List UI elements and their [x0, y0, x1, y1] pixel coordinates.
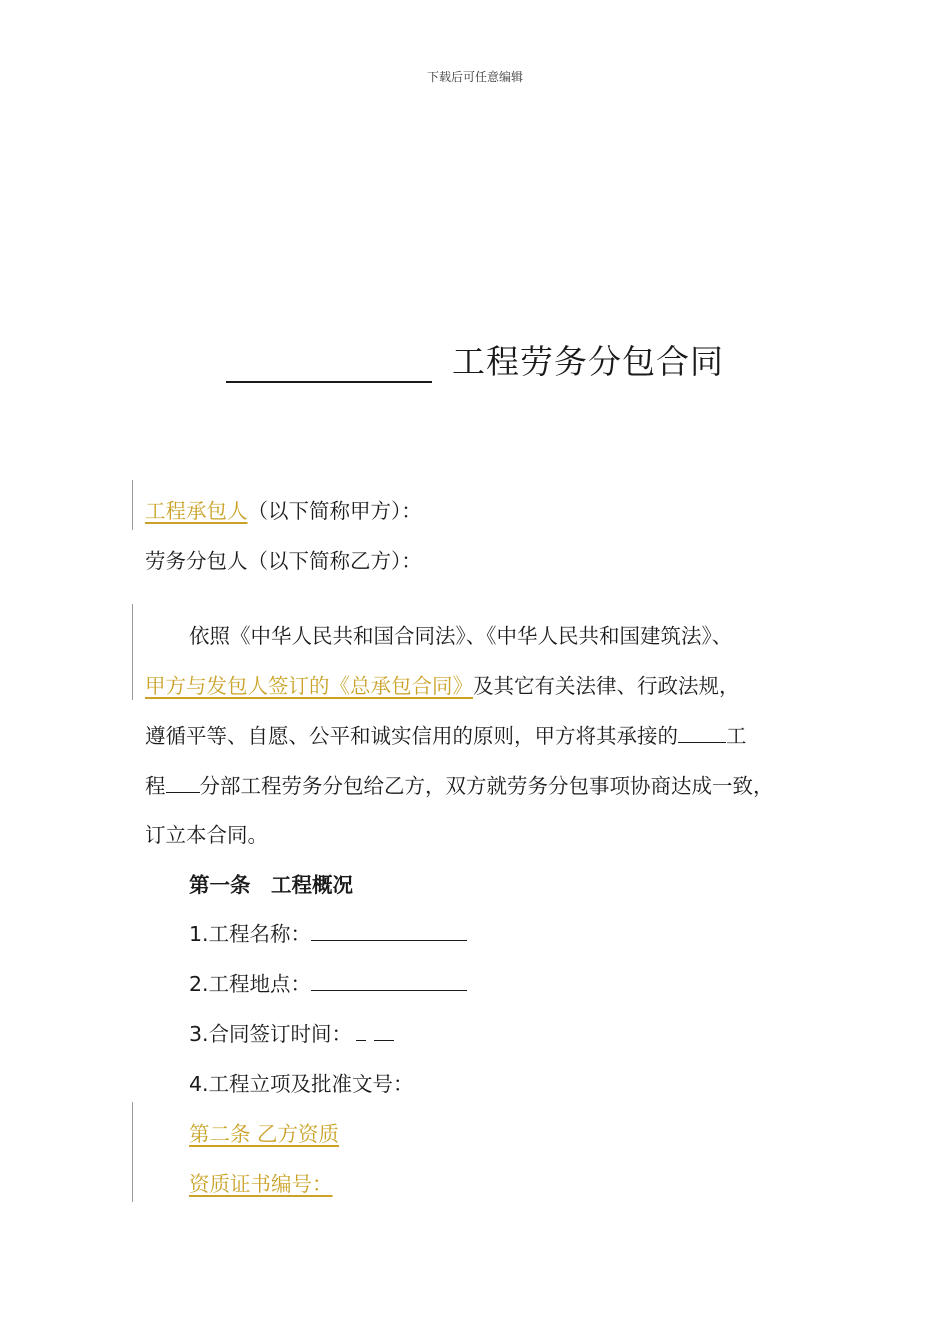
article-2-link[interactable]: 第二条 乙方资质 [189, 1122, 340, 1146]
preamble-line-4-head: 程 [145, 774, 166, 798]
preamble-line-3 [145, 719, 747, 749]
cert-number-line [189, 1167, 339, 1197]
item-sign-date [189, 1017, 394, 1047]
item-number: 1. [189, 922, 209, 946]
section-blank [166, 774, 200, 793]
party-a-link[interactable]: 工程承包人 [145, 499, 248, 523]
item-number: 3. [189, 1022, 209, 1046]
sign-date-blank [374, 1022, 394, 1041]
article-2-heading [189, 1117, 339, 1147]
project-blank [678, 724, 726, 743]
item-number: 4. [189, 1072, 209, 1096]
revision-bar [132, 1102, 133, 1202]
preamble-line-3-tail: 工 [726, 724, 747, 748]
item-label: 合同签订时间： [208, 1022, 353, 1046]
title-blank-line [226, 345, 432, 383]
preamble-line-5: 订立本合同。 [145, 823, 268, 847]
project-name-blank [311, 922, 467, 941]
party-a-line [145, 494, 422, 524]
document-title [0, 336, 950, 383]
item-label: 工程立项及批准文号： [208, 1072, 414, 1096]
revision-bar [132, 604, 133, 700]
party-a-suffix: （以下简称甲方）： [247, 499, 422, 523]
item-approval-number [189, 1067, 414, 1097]
item-label: 工程名称： [208, 922, 312, 946]
project-location-blank [311, 972, 467, 991]
cert-number-link[interactable]: 资质证书编号： [189, 1172, 333, 1196]
party-b-line: 劳务分包人（以下简称乙方）： [145, 549, 422, 573]
article-1-heading: 第一条 工程概况 [189, 873, 353, 897]
preamble-line-4 [145, 769, 774, 799]
preamble-line-1: 依照《中华人民共和国合同法》、《中华人民共和国建筑法》、 [189, 624, 733, 648]
item-label: 工程地点： [208, 972, 312, 996]
preamble-line-2 [145, 669, 740, 699]
title-text: 工程劳务分包合同 [452, 342, 724, 381]
item-project-location [189, 967, 467, 997]
page-header-note: 下载后可任意编辑 [426, 70, 523, 84]
preamble-line-2-rest: 及其它有关法律、行政法规， [473, 674, 740, 698]
sign-date-blank [356, 1022, 366, 1041]
item-number: 2. [189, 972, 209, 996]
preamble-line-4-text: 分部工程劳务分包给乙方，双方就劳务分包事项协商达成一致， [199, 774, 774, 798]
preamble-line-3-text: 遵循平等、自愿、公平和诚实信用的原则，甲方将其承接的 [145, 724, 678, 748]
general-contract-link[interactable]: 甲方与发包人签订的《总承包合同》 [145, 674, 473, 698]
revision-bar [132, 480, 133, 530]
item-project-name [189, 917, 467, 947]
